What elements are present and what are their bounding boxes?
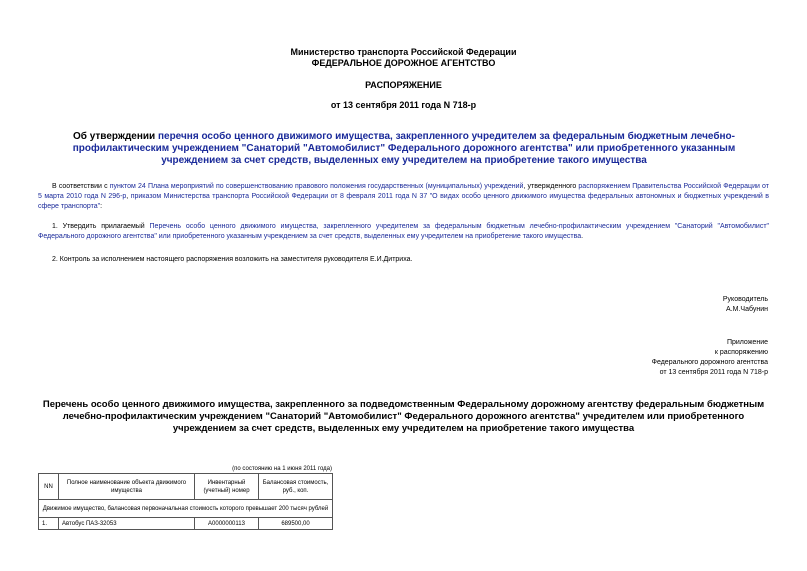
- signature-block: [500, 295, 768, 315]
- preamble-paragraph: [38, 182, 769, 212]
- row-inventory-number: А0000000113: [195, 518, 259, 530]
- agency-name: ФЕДЕРАЛЬНОЕ ДОРОЖНОЕ АГЕНТСТВО: [311, 58, 496, 68]
- appendix-line-4: от 13 сентября 2011 года N 718-р: [659, 369, 768, 376]
- appendix-line-3: Федерального дорожного агентства: [651, 359, 768, 366]
- title-list-link[interactable]: перечня особо ценного движимого имущества, закрепленного учредителем за федеральным бюджетным лечебно-профилактическим учреждением "Санаторий "Автомобилист" Федерального дорожного агентства" или приобретенного указанным учреждением за счет средств, выделенных ему учредителем на приобретение такого имущества: [72, 131, 736, 166]
- header-nn: NN: [39, 474, 59, 500]
- item-1-prefix: 1. Утвердить прилагаемый: [52, 223, 150, 230]
- preamble-text-3: ,: [126, 193, 131, 200]
- property-table: [38, 473, 333, 530]
- row-balance-cost: 689500,00: [259, 518, 333, 530]
- item-1-paragraph: [38, 222, 769, 242]
- ministry-order-link[interactable]: приказом Министерства транспорта Российской Федерации от 8 февраля 2011 года N 37 "О видах особо ценного движимого имущества федеральных автономных и бюджетных учреждений в сфере транспорта": [38, 193, 769, 210]
- item-2-paragraph: 2. Контроль за исполнением настоящего распоряжения возложить на заместителя руководителя Е.И.Дитриха.: [52, 256, 413, 263]
- table-group-row: [39, 500, 333, 518]
- document-title: [44, 131, 764, 167]
- signer-position: Руководитель: [722, 296, 768, 303]
- plan-point-24-link[interactable]: пунктом 24 Плана мероприятий по совершенствованию правового положения государственных (муниципальных) учреждений: [109, 183, 524, 190]
- state-note: (по состоянию на 1 июня 2011 года): [232, 466, 332, 472]
- item-1-suffix: .: [581, 233, 584, 240]
- header-balance-cost: Балансовая стоимость, руб., коп.: [259, 474, 333, 500]
- preamble-text-2: , утвержденного: [523, 183, 579, 190]
- ministry-name: Министерство транспорта Российской Федерации: [290, 47, 517, 57]
- list-title: Перечень особо ценного движимого имущества, закрепленного за подведомственным Федеральному дорожному агентству федеральным бюджетным лечебно-профилактическим учреждением "Санаторий "Автомобилист" Федерального дорожного агентства" учредителем или приобретенного учреждением за счет средств, выделенных ему учредителем на приобретение такого имущества: [42, 399, 765, 434]
- table-header-row: [39, 474, 333, 500]
- group-row-label: Движимое имущество, балансовая первоначальная стоимость которого превышает 200 тысяч рублей: [39, 500, 333, 518]
- item-1-list-link[interactable]: Перечень особо ценного движимого имущества, закрепленного учредителем за федеральным бюджетным лечебно-профилактическим учреждением "Санаторий "Автомобилист" Федерального дорожного агентства" или приобретенного указанным учреждением за счет средств, выделенных ему учредителем на приобретение такого имущества: [38, 223, 770, 240]
- table-row: [39, 518, 333, 530]
- appendix-block: [500, 338, 768, 378]
- row-name: Автобус ПАЗ-32053: [59, 518, 195, 530]
- row-nn: 1.: [39, 518, 59, 530]
- title-prefix: Об утверждении: [72, 131, 158, 142]
- preamble-text-4: :: [100, 203, 103, 210]
- header-inventory-number: Инвентарный (учетный) номер: [195, 474, 259, 500]
- header-name: Полное наименование объекта движимого имущества: [59, 474, 195, 500]
- government-order-link[interactable]: распоряжением Правительства Российской Федерации от 5 марта 2010 года N 296-р: [38, 183, 769, 200]
- signer-name: А.М.Чабунин: [726, 306, 768, 313]
- appendix-line-1: Приложение: [726, 339, 768, 346]
- preamble-text-1: В соответствии с: [52, 183, 110, 190]
- document-date: от 13 сентября 2011 года N 718-р: [330, 100, 477, 110]
- document-type: РАСПОРЯЖЕНИЕ: [365, 80, 442, 90]
- appendix-line-2: к распоряжению: [714, 349, 768, 356]
